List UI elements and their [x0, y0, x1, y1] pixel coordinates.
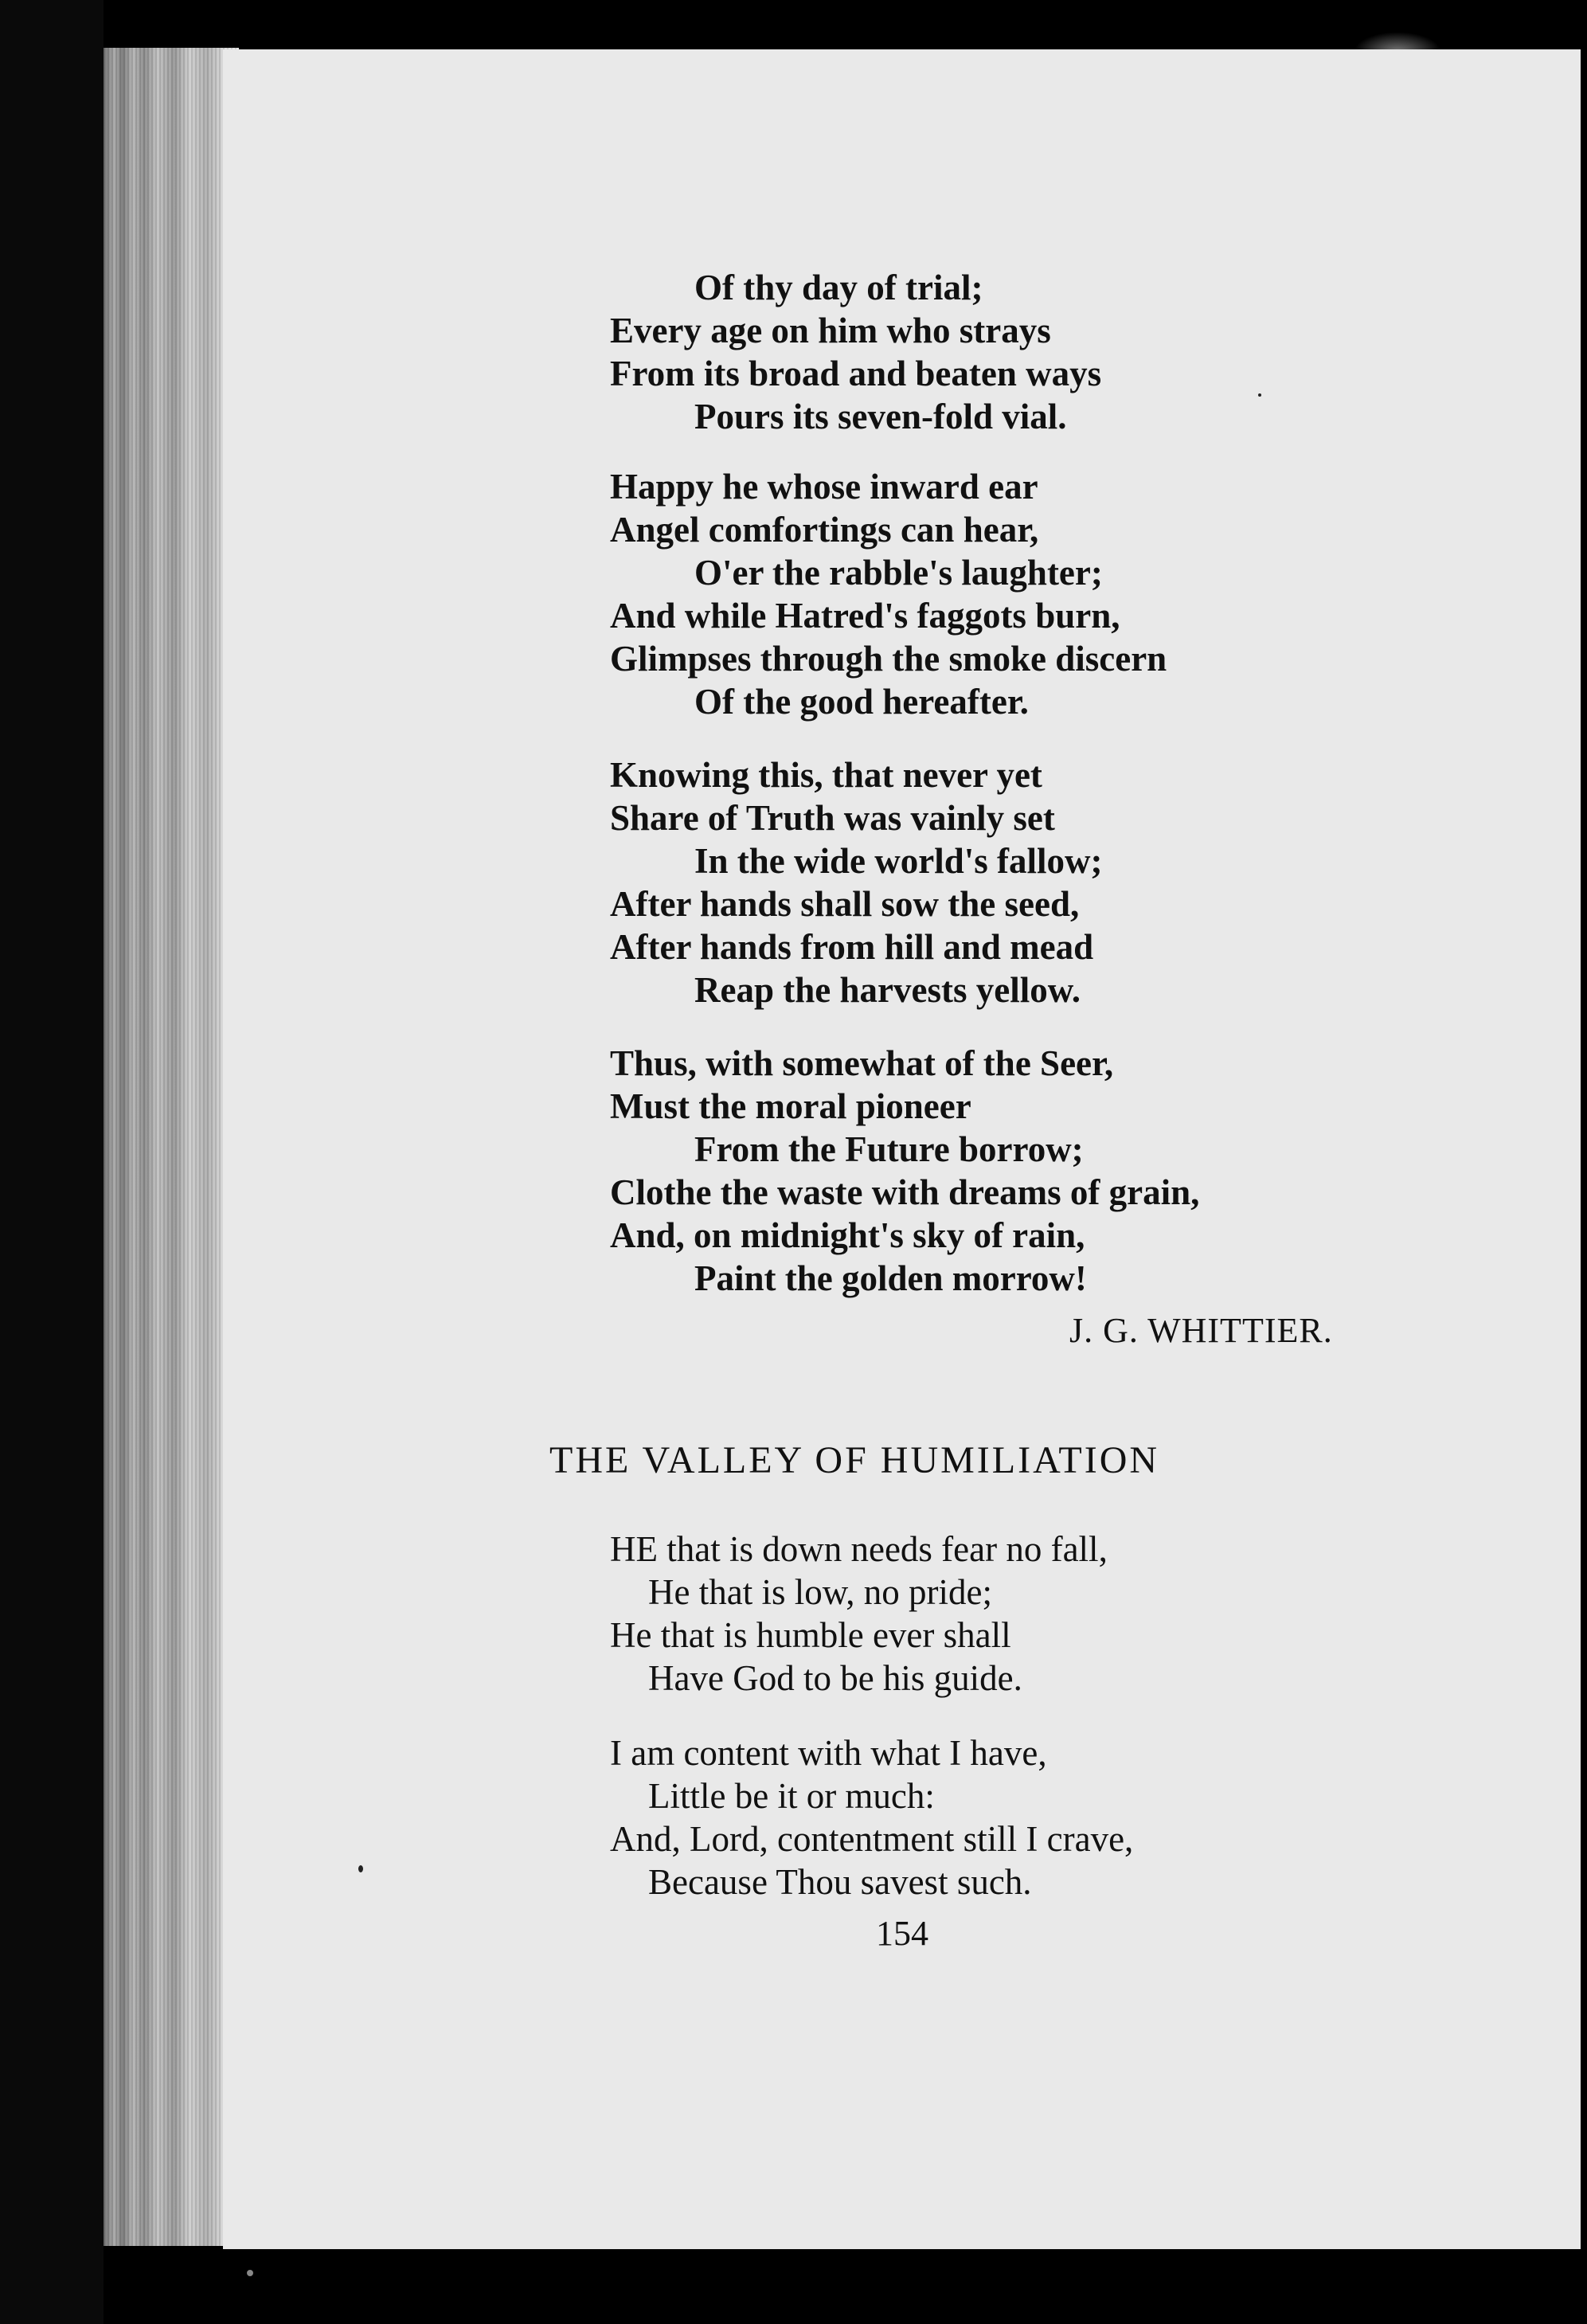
poem-line: After hands from hill and mead	[610, 927, 1094, 967]
poem-line: Paint the golden morrow!	[694, 1258, 1087, 1298]
poem-line: Angel comfortings can hear,	[610, 510, 1039, 550]
poem-line: Thus, with somewhat of the Seer,	[610, 1043, 1114, 1083]
poem-line: O'er the rabble's laughter;	[694, 553, 1103, 593]
book-page	[223, 49, 1581, 2249]
poem-line: From the Future borrow;	[694, 1129, 1084, 1169]
poem-line: Pours its seven-fold vial.	[694, 397, 1067, 436]
poem-line: Little be it or much:	[648, 1776, 935, 1816]
poem-line: From its broad and beaten ways	[610, 354, 1102, 393]
poem-line: Of the good hereafter.	[694, 682, 1029, 722]
book-page-edges	[104, 48, 239, 2246]
poem-line: Knowing this, that never yet	[610, 755, 1042, 795]
poem-line: In the wide world's fallow;	[694, 841, 1103, 881]
poem-title: THE VALLEY OF HUMILIATION	[549, 1439, 1160, 1481]
poem-line: Reap the harvests yellow.	[694, 970, 1081, 1010]
poem-line: Clothe the waste with dreams of grain,	[610, 1172, 1200, 1212]
scan-speck	[358, 1865, 363, 1872]
poem-line: He that is humble ever shall	[610, 1615, 1011, 1655]
scan-speck	[247, 2270, 253, 2276]
poem-line: He that is low, no pride;	[648, 1572, 993, 1612]
poem-line: And, on midnight's sky of rain,	[610, 1215, 1085, 1255]
poem-line: Happy he whose inward ear	[610, 467, 1038, 507]
page-number: 154	[876, 1914, 928, 1953]
poem-line: Must the moral pioneer	[610, 1086, 971, 1126]
poem-line: And while Hatred's faggots burn,	[610, 596, 1120, 636]
poem-line: Share of Truth was vainly set	[610, 798, 1055, 838]
scan-left-border	[0, 0, 104, 2324]
scan-speck	[1258, 393, 1261, 397]
poem-line: I am content with what I have,	[610, 1733, 1047, 1773]
poem-attribution: J. G. WHITTIER.	[1069, 1311, 1333, 1350]
poem-line: HE that is down needs fear no fall,	[610, 1529, 1108, 1569]
poem-line: Because Thou savest such.	[648, 1862, 1032, 1902]
poem-line: Have God to be his guide.	[648, 1658, 1022, 1698]
poem-line: Glimpses through the smoke discern	[610, 639, 1167, 679]
poem-line: Every age on him who strays	[610, 311, 1051, 350]
poem-line: And, Lord, contentment still I crave,	[610, 1819, 1134, 1859]
poem-line: After hands shall sow the seed,	[610, 884, 1080, 924]
poem-line: Of thy day of trial;	[694, 268, 983, 307]
